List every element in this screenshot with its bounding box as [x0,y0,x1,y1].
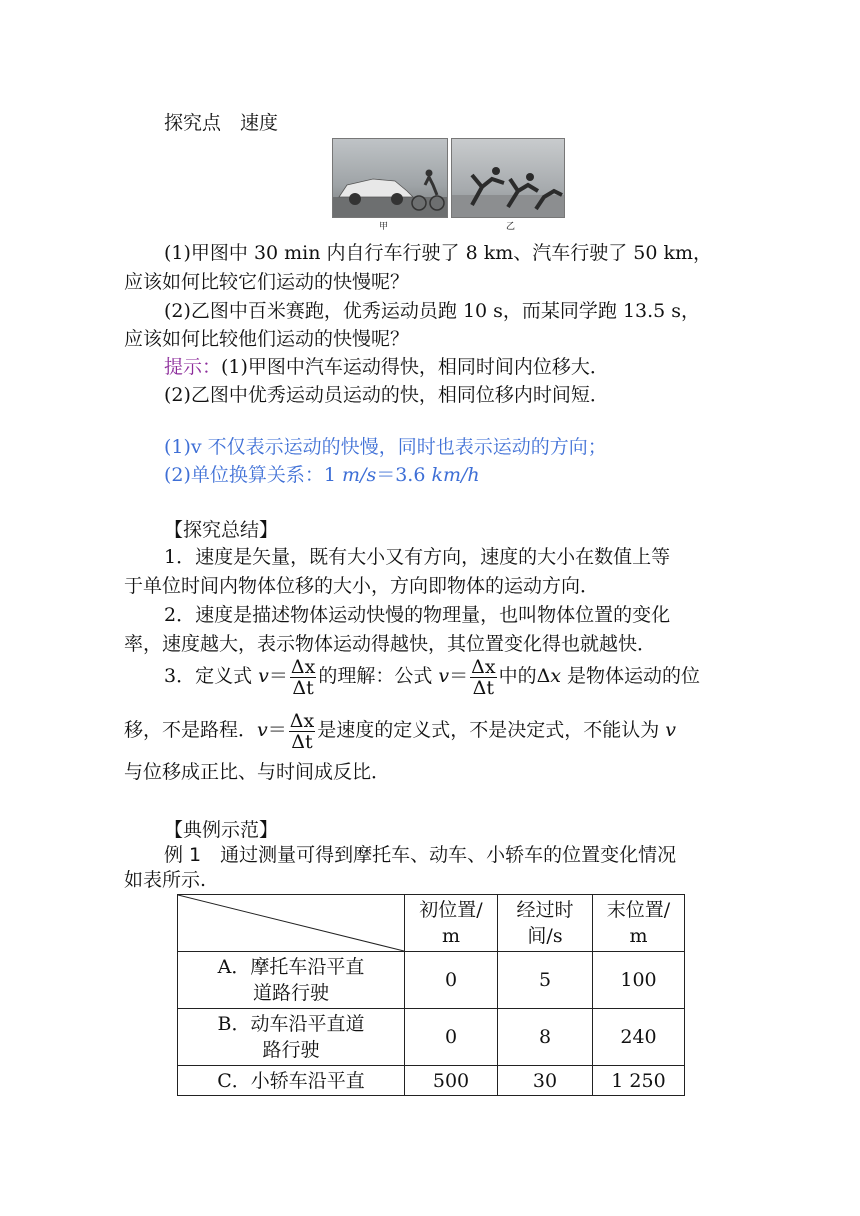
fraction-numerator: Δx [290,655,316,678]
header-initial-position [405,895,498,952]
header-text: 末位置/ [606,899,671,921]
note-unit-text: (2)单位换算关系：1 [164,464,343,486]
unit-ms: m/s [342,464,377,486]
fraction-dx-dt [470,657,496,698]
header-text: m [629,925,648,947]
header-text: 初位置/ [419,899,483,921]
fraction-numerator: Δx [471,655,496,678]
example-text: 通过测量可得到摩托车、动车、小轿车的位置变化情况 [201,844,677,866]
row-label-line: B．动车沿平直道 [217,1013,365,1035]
table-cell: 500 [405,1066,498,1096]
note-line-2 [164,463,480,487]
question-2-line-2: 应该如何比较他们运动的快慢呢？ [124,328,410,350]
data-table [177,894,685,1096]
row-label [178,952,405,1009]
fraction-denominator: Δt [292,676,314,699]
example-heading: 【典例示范】 [164,819,279,841]
summary-p2-line-1: 2．速度是描述物体运动快慢的物理量，也叫物体位置的变化 [164,604,671,626]
fraction-denominator: Δt [472,676,495,699]
header-text: 间/s [527,925,563,947]
example-line-1 [164,843,676,867]
summary-p1-line-1: 1．速度是矢量，既有大小又有方向，速度的大小在数值上等 [164,546,671,568]
p3-text-a: 3．定义式 [164,665,259,687]
p3-text-e: 移，不是路程． [124,719,258,741]
row-label-line: A．摩托车沿平直 [217,956,365,978]
row-label-line: 道路行驶 [252,982,329,1004]
question-2-line-1: (2)乙图中百米赛跑，优秀运动员跑 10 s，而某同学跑 13.5 s， [164,300,701,322]
question-1-line-2: 应该如何比较它们运动的快慢呢？ [124,271,410,293]
fraction-dx-dt [290,657,316,698]
figure-label-a: 甲 [379,222,389,232]
var-x: x [550,665,562,687]
header-text: m [441,925,461,947]
table-cell: 0 [405,1009,498,1066]
hint-line-2: (2)乙图中优秀运动员运动的快，相同位移内时间短． [164,384,609,406]
note-line-1: (1)v 不仅表示运动的快慢，同时也表示运动的方向； [164,436,607,458]
fraction-numerator: Δx [289,709,315,732]
unit-kmh: km/h [431,464,480,486]
header-final-position [593,895,685,952]
hint-line-1 [164,355,609,379]
table-header-row [178,895,685,952]
p3-text-f: 是速度的定义式，不是决定式，不能认为 [317,719,666,741]
summary-p3-line-2 [124,708,676,752]
table-cell: 0 [405,952,498,1009]
summary-p3-line-3: 与位移成正比、与时间成反比． [124,761,391,783]
table-cell: 5 [498,952,593,1009]
table-row [178,1066,685,1096]
table-cell: 100 [593,952,685,1009]
p3-text-d: 是物体运动的位 [561,665,701,687]
hint-label: 提示： [164,356,222,378]
row-label-line: C．小轿车沿平直 [217,1069,365,1092]
diagonal-header-cell [178,895,405,952]
header-text: 经过时 [516,899,574,921]
photo-sprinters [451,138,565,218]
table-cell: 8 [498,1009,593,1066]
fraction-dx-dt [289,711,315,752]
var-v: v [438,665,450,687]
photo-car-bicycle [332,138,448,218]
summary-p3-line-1 [164,654,700,698]
summary-p2-line-2: 率，速度越大，表示物体运动得越快，其位置变化得也就越快． [124,633,657,655]
diagonal-line [178,895,404,951]
var-v: v [665,719,676,741]
table-row [178,1009,685,1066]
header-elapsed-time [498,895,593,952]
p3-text-b: 的理解：公式 [318,665,439,687]
p3-text-c: 中的Δ [498,665,551,687]
summary-heading: 【探究总结】 [164,519,279,541]
equals: ＝ [449,665,469,687]
section-title: 探究点 速度 [164,112,279,134]
row-label [178,1009,405,1066]
figure-label-b: 乙 [506,222,516,232]
table-cell: 240 [593,1009,685,1066]
var-v: v [257,719,268,741]
var-v: v [258,665,269,687]
table-cell: 30 [498,1066,593,1096]
example-line-2: 如表所示. [124,869,207,891]
table-cell: 1 250 [593,1066,685,1096]
hint-text-1: (1)甲图中汽车运动得快，相同时间内位移大． [221,356,609,378]
note-equals: ＝3.6 [376,464,432,486]
equals: ＝ [267,719,287,741]
row-label-line: 路行驶 [262,1039,320,1061]
equals: ＝ [268,665,288,687]
example-label: 例 1 [164,844,202,866]
summary-p1-line-2: 于单位时间内物体位移的大小，方向即物体的运动方向． [124,575,600,597]
question-1-line-1: (1)甲图中 30 min 内自行车行驶了 8 km、汽车行驶了 50 km， [164,242,713,264]
row-label [178,1066,405,1096]
fraction-denominator: Δt [291,730,313,753]
table-row [178,952,685,1009]
